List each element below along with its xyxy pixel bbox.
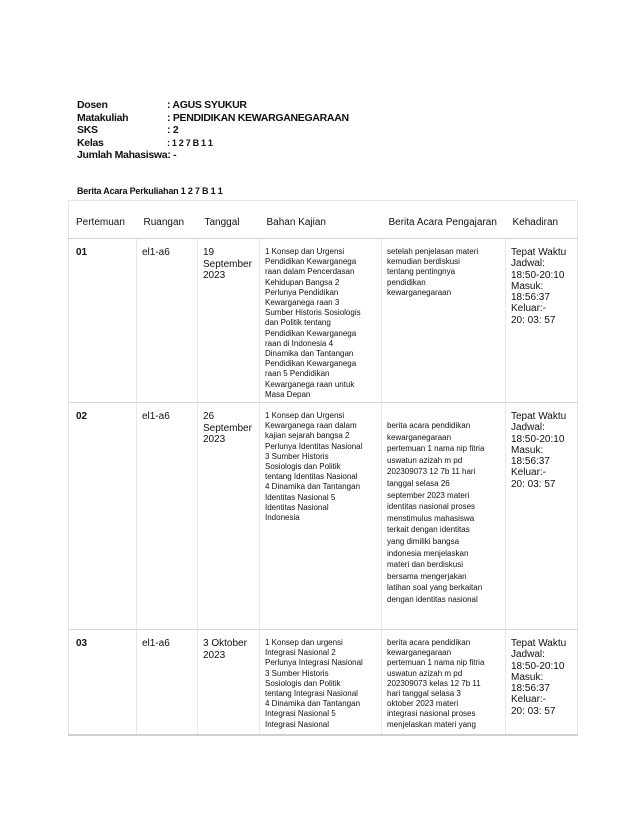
info-label: Matakuliah: [77, 111, 129, 124]
cell-tanggal: 19 September 2023: [198, 239, 260, 403]
course-info: [77, 99, 349, 162]
info-label: Kelas: [77, 136, 104, 149]
info-sks: [77, 124, 349, 137]
info-value: : 2: [167, 124, 179, 137]
info-value: : PENDIDIKAN KEWARGANEGARAAN: [167, 111, 349, 124]
info-jumlah: [77, 149, 349, 162]
cell-bahan-kajian: 1 Konsep dan Urgensi Pendidikan Kewarganega raan dalam Pencerdasan Kehidupan Bangsa 2 Perlunya Pendidikan Kewarganega raan 3 Sumber Historis Sosiologis dan Politik tentang Pendidikan Kewarganega raan di Indonesia 4 Dinamika dan Tantangan Pendidikan Kewarganega raan 5 Pendidikan Kewarganega raan untuk Masa Depan: [260, 239, 382, 403]
cell-pertemuan: 01: [69, 239, 137, 403]
cell-kehadiran: Tepat Waktu Jadwal: 18:50-20:10 Masuk: 18:56:37 Keluar:- 20: 03: 57: [506, 403, 578, 630]
cell-ruangan: el1-a6: [137, 630, 198, 736]
info-dosen: [77, 99, 349, 112]
berita-acara-table: [68, 200, 578, 736]
header-ruangan: Ruangan: [137, 201, 198, 239]
cell-ruangan: el1-a6: [137, 239, 198, 403]
header-pertemuan: Pertemuan: [69, 201, 137, 239]
info-value: : 1 2 7 B 1 1: [167, 137, 213, 148]
table-title-bold: Berita Acara Perkuliahan: [77, 186, 179, 196]
cell-bahan-kajian: 1 Konsep dan Urgensi Kewarganega raan dalam kajian sejarah bangsa 2 Perlunya Identitas Nasional 3 Sumber Historis Sosiologis dan Politik tentang Identitas Nasional 4 Dinamika dan Tantangan Identitas Nasional 5 Identitas Nasional Indonesia: [260, 403, 382, 630]
table-row: [69, 239, 578, 403]
table-title-class: 1 2 7 B 1 1: [178, 186, 223, 196]
cell-pertemuan: 03: [69, 630, 137, 736]
info-value: : AGUS SYUKUR: [167, 99, 247, 111]
table-title: [77, 186, 223, 196]
header-tanggal: Tanggal: [198, 201, 260, 239]
cell-kehadiran: Tepat Waktu Jadwal: 18:50-20:10 Masuk: 18:56:37 Keluar:- 20: 03: 57: [506, 239, 578, 403]
berita-text: berita acara pendidikan kewarganegaraan pertemuan 1 nama nip fitria uswatun azizah m pd 202309073 12 7b 11 hari tanggal selasa 26 september 2023 materi identitas nasional proses menstimulus mahasiswa terkait dengan identitas yang dimiliki bangsa indonesia menjelaskan materi dan berdiskusi bersama mengerjakan latihan soal yang berkaitan dengan identitas nasional: [387, 421, 485, 604]
cell-tanggal: 26 September 2023: [198, 403, 260, 630]
cell-bahan-kajian: 1 Konsep dan urgensi Integrasi Nasional 2 Perlunya Integrasi Nasional 3 Sumber Historis Sosiologis dan Politik tentang Integrasi Nasional 4 Dinamika dan Tantangan Integrasi Nasional 5 Integrasi Nasional: [260, 630, 382, 736]
cell-berita-acara: [382, 403, 506, 630]
info-label: Dosen: [77, 99, 108, 111]
info-matakuliah: [77, 112, 349, 125]
info-label: SKS: [77, 124, 98, 137]
cell-ruangan: el1-a6: [137, 403, 198, 630]
cell-tanggal: 3 Oktober 2023: [198, 630, 260, 736]
header-kehadiran: Kehadiran: [506, 201, 578, 239]
header-bahan-kajian: Bahan Kajian: [260, 201, 382, 239]
table-header-row: [69, 201, 578, 239]
info-value: : -: [167, 149, 177, 162]
cell-berita-acara: berita acara pendidikan kewarganegaraan pertemuan 1 nama nip fitria uswatun azizah m pd 202309073 kelas 12 7b 11 hari tanggal selasa 3 oktober 2023 materi integrasi nasional proses menjelaskan materi yang: [382, 630, 506, 736]
info-kelas: [77, 137, 349, 150]
header-berita-acara: Berita Acara Pengajaran: [382, 201, 506, 239]
table-row: [69, 630, 578, 736]
table-row: [69, 403, 578, 630]
cell-kehadiran: Tepat Waktu Jadwal: 18:50-20:10 Masuk: 18:56:37 Keluar:- 20: 03: 57: [506, 630, 578, 736]
info-label: Jumlah Mahasiswa: [77, 149, 168, 162]
cell-pertemuan: 02: [69, 403, 137, 630]
cell-berita-acara: setelah penjelasan materi kemudian berdiskusi tentang pentingnya pendidikan kewarganegaraan: [382, 239, 506, 403]
